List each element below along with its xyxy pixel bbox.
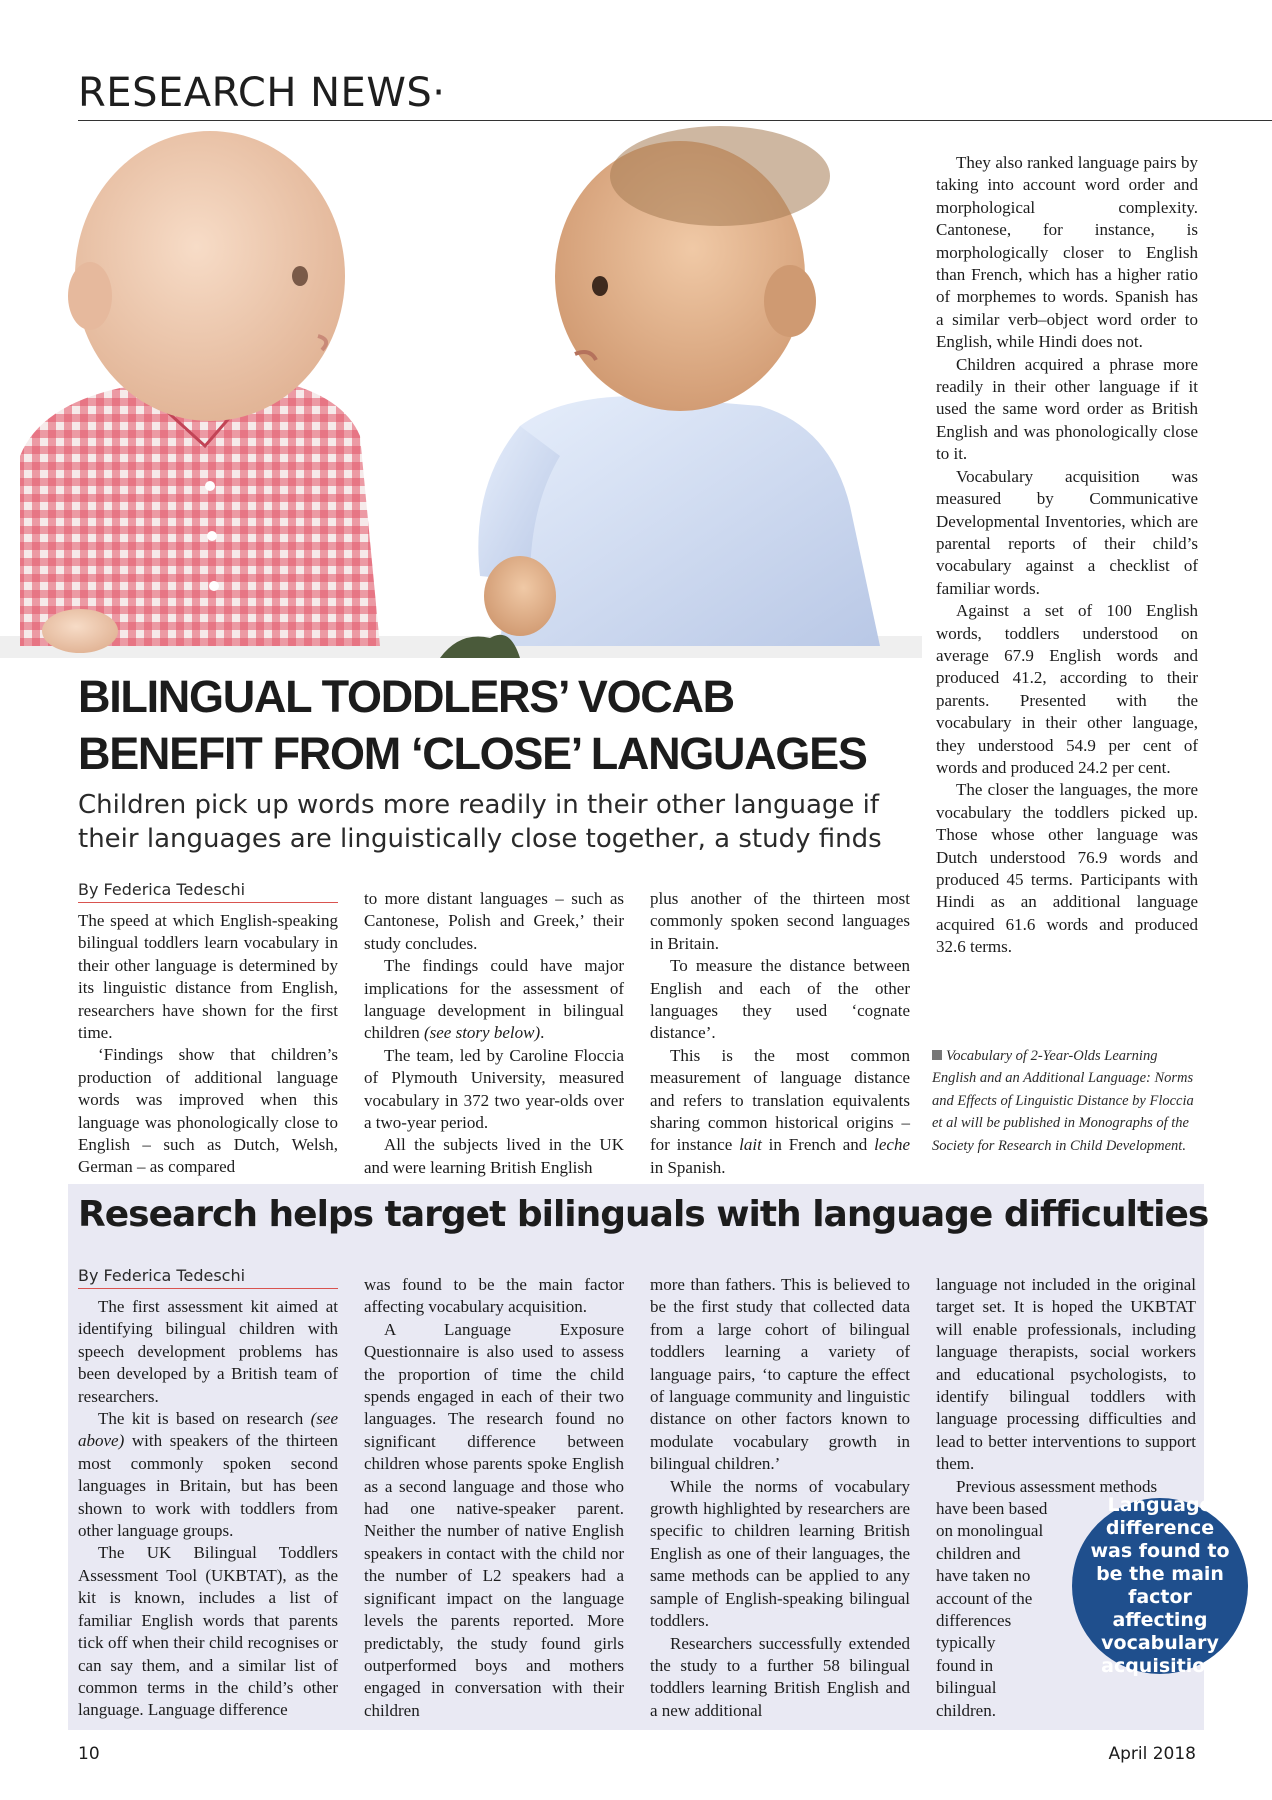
text-run: in French and: [761, 1135, 875, 1155]
text-line: have been based: [936, 1499, 1048, 1518]
word-leche: leche: [874, 1135, 910, 1155]
paragraph: Previous assessment methods: [956, 1476, 1158, 1496]
headline-line-2: BENEFIT FROM ‘CLOSE’ LANGUAGES: [78, 728, 867, 779]
article-column-1: [78, 910, 338, 1179]
text-line: bilingual: [936, 1678, 997, 1698]
headline: [78, 668, 867, 782]
paragraph: to more distant languages – such as Cantonese, Polish and Greek,’ their study concludes.: [364, 889, 624, 953]
article-column-2: [364, 888, 624, 1179]
section-label: RESEARCH NEWS·: [78, 70, 446, 116]
article-2-column-3: [650, 1274, 910, 1722]
note-text: Vocabulary of 2-Year-Olds Learning English and an Additional Language: Norms and Effects of Linguistic Distance by Floccia et al will be published in Monographs of the Society for Research in Child Development.: [932, 1048, 1194, 1154]
text-line: children.: [936, 1700, 996, 1720]
paragraph: language not included in the original target set. It is hoped the UKBTAT will enable professionals, including language therapists, social workers and educational psychologists, to identify bilingual toddlers with language processing difficulties and lead to better interventions to support them.: [936, 1275, 1196, 1474]
text-line: have taken no: [936, 1566, 1031, 1586]
section-rule: [78, 120, 1272, 121]
paragraph: [78, 1408, 338, 1542]
paragraph: The closer the languages, the more vocabulary the toddlers picked up. Those whose other language was Dutch understood 76.9 words and produced 45 terms. Participants with Hindi as an additional language acquired 61.6 words and produced 32.6 terms.: [936, 780, 1198, 957]
text-line: on monolingual: [936, 1521, 1044, 1541]
standfirst: Children pick up words more readily in their other language if their languages are linguistically close together, a study finds: [78, 790, 882, 854]
article-2-column-1: [78, 1296, 338, 1722]
paragraph: Against a set of 100 English words, toddlers understood on average 67.9 English words and produced 41.2, according to their parents. Presented with the vocabulary in their other language, they understood 54.9 per cent of words and produced 24.2 per cent.: [936, 601, 1198, 777]
word-lait: lait: [739, 1135, 762, 1155]
cross-reference: (see above): [78, 1409, 338, 1451]
text-run: The findings could have major implications for the assessment of language development in bilingual children: [364, 956, 624, 1043]
paragraph: plus another of the thirteen most commonly spoken second languages in Britain.: [650, 889, 910, 953]
paragraph: was found to be the main factor affecting vocabulary acquisition.: [364, 1275, 624, 1317]
paragraph: The speed at which English-speaking bilingual toddlers learn vocabulary in their other language is determined by its linguistic distance from English, researchers have shown for the first time.: [78, 911, 338, 1043]
headline-line-1: BILINGUAL TODDLERS’ VOCAB: [78, 671, 734, 722]
paragraph: While the norms of vocabulary growth highlighted by researchers are specific to children learning British English as one of their languages, the same methods can be applied to any sample of English-speaking bilingual toddlers.: [650, 1476, 910, 1631]
text-run: with speakers of the thirteen most commonly spoken second languages in Britain, but has been shown to work with toddlers from other language groups.: [78, 1431, 338, 1541]
paragraph: [650, 1045, 910, 1179]
text-line: children and: [936, 1543, 1021, 1563]
square-bullet-icon: [932, 1050, 942, 1060]
article-2-byline: By Federica Tedeschi: [78, 1266, 338, 1289]
text-run: in Spanish.: [650, 1157, 726, 1177]
paragraph: To measure the distance between English and each of the other languages they used ‘cognate distance’.: [650, 956, 910, 1043]
article-2-headline: Research helps target bilinguals with language difficulties: [78, 1194, 1209, 1235]
paragraph: A Language Exposure Questionnaire is also used to assess the proportion of time the child spends engaged in each of their two languages. The research found no significant difference between children whose parents spoke English as a second language and those who had one native-speaker parent. Neither the number of native English speakers in contact with the child nor the number of L2 speakers had a significant impact on the language levels the parents reported. More predictably, the study found girls outperformed boys and mothers engaged in conversation with their children: [364, 1319, 624, 1720]
article-column-4: [936, 152, 1198, 959]
text-line: found in: [936, 1655, 994, 1675]
paragraph: Children acquired a phrase more readily in their other language if it used the same word order as British English and was phonologically close to it.: [936, 354, 1198, 464]
pull-quote-text: Language difference was found to be the main factor affecting vocabulary acquisition: [1090, 1494, 1230, 1677]
paragraph: Researchers successfully extended the study to a further 58 bilingual toddlers learning British English and a new additional: [650, 1633, 910, 1720]
text-run: This is the most common measurement of language distance and refers to translation equivalents sharing common historical origins – for instance: [650, 1045, 910, 1155]
pull-quote-circle: [1072, 1494, 1248, 1677]
text-run: The kit is based on research: [98, 1409, 311, 1429]
paragraph: The first assessment kit aimed at identifying bilingual children with speech development problems has been developed by a British team of researchers.: [78, 1297, 338, 1406]
paragraph: ‘Findings show that children’s production of additional language words was improved when this language was phonologically close to English – such as Dutch, Welsh, German – as compared: [78, 1045, 338, 1177]
text-line: differences: [936, 1611, 1012, 1631]
text-line: typically: [936, 1633, 996, 1653]
article-2-column-2: [364, 1274, 624, 1722]
text-line: account of the: [936, 1588, 1033, 1608]
paragraph: All the subjects lived in the UK and were learning British English: [364, 1135, 624, 1177]
babies-photo: [0, 126, 922, 658]
paragraph: The findings could have major implications for the assessment of language development in bilingual children (see story below).: [364, 956, 624, 1043]
paragraph: Vocabulary acquisition was measured by Communicative Developmental Inventories, which are parental reports of their child’s vocabulary against a checklist of familiar words.: [936, 466, 1198, 598]
publication-note: [932, 1045, 1196, 1157]
byline: By Federica Tedeschi: [78, 880, 338, 903]
paragraph: The team, led by Caroline Floccia of Plymouth University, measured vocabulary in 372 two year-olds over a two-year period.: [364, 1045, 624, 1133]
issue-date: April 2018: [1108, 1744, 1196, 1764]
article-2-narrow-column: [936, 1498, 1066, 1722]
page-number: 10: [78, 1744, 100, 1764]
paragraph: more than fathers. This is believed to be the first study that collected data from a large cohort of bilingual toddlers learning a variety of language pairs, ‘to capture the effect of language community and linguistic distance on other factors known to modulate vocabulary growth in bilingual children.’: [650, 1275, 910, 1474]
paragraph: The UK Bilingual Toddlers Assessment Tool (UKBTAT), as the kit is known, includes a list of familiar English words that parents tick off when their child recognises or can say them, and a similar list of common terms in the child’s other language. Language difference: [78, 1543, 338, 1720]
paragraph: They also ranked language pairs by taking into account word order and morphological complexity. Cantonese, for instance, is morphologically closer to English than French, which has a higher ratio of morphemes to words. Spanish has a similar verb–object word order to English, while Hindi does not.: [936, 153, 1198, 352]
cross-reference: see story below: [429, 1023, 535, 1043]
text-run: .: [540, 1023, 545, 1043]
article-column-3: [650, 888, 910, 1179]
article-2-column-4: [936, 1274, 1196, 1498]
